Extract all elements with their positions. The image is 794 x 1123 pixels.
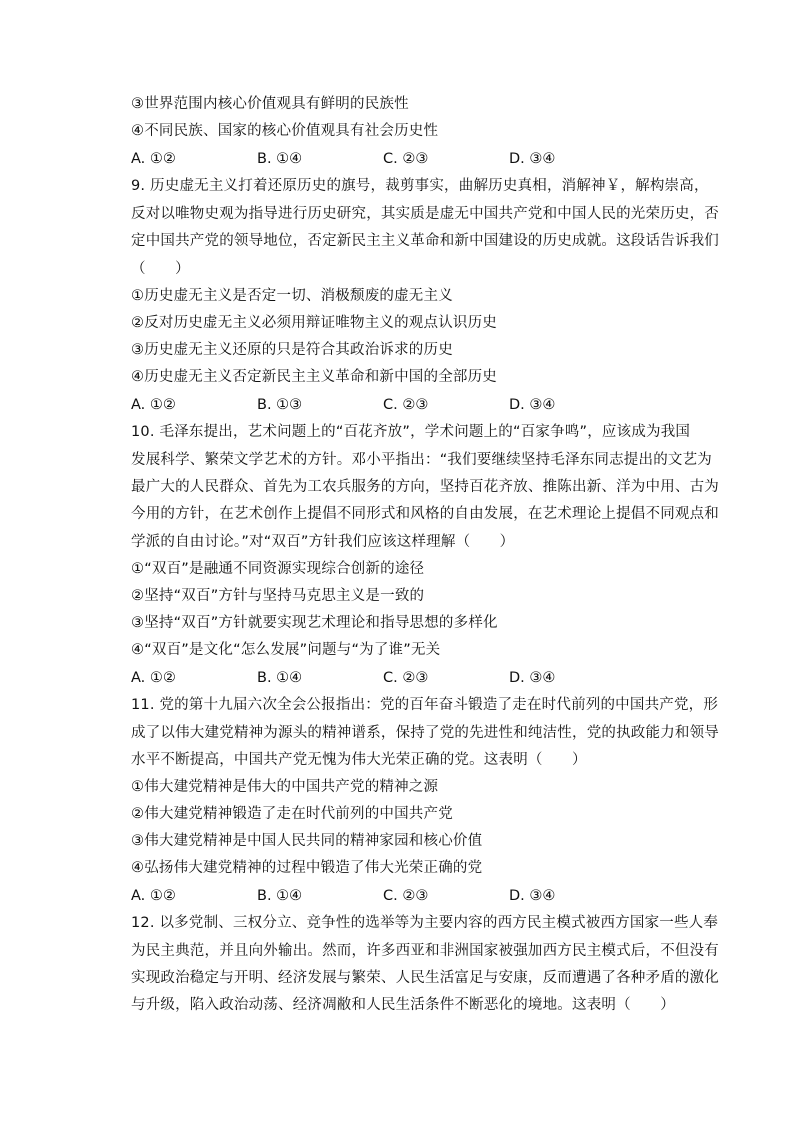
option-d: D. ③④ — [509, 888, 556, 904]
q12-stem-line-4: 与升级，陷入政治动荡、经济凋敝和人民生活条件不断恶化的境地。这表明（ ） — [131, 997, 675, 1013]
option-d: D. ③④ — [509, 670, 556, 686]
q11-stem-line-1: 11. 党的第十九届六次全会公报指出：党的百年奋斗锻造了走在时代前列的中国共产党，形 — [131, 697, 719, 713]
q11-item-3: ③伟大建党精神是中国人民共同的精神家园和核心价值 — [131, 833, 483, 849]
q10-stem-line-3: 最广大的人民群众、首先为工农兵服务的方向，坚持百花齐放、推陈出新、洋为中用、古为 — [131, 479, 719, 495]
q9-item-2: ②反对历史虚无主义必须用辩证唯物主义的观点认识历史 — [131, 315, 497, 331]
q10-stem-line-2: 发展科学、繁荣文学艺术的方针。邓小平指出：“我们要继续坚持毛泽东同志提出的文艺为 — [131, 452, 713, 468]
option-a: A. ①② — [131, 888, 176, 904]
q9-stem-line-1: 9. 历史虚无主义打着还原历史的旗号，裁剪事实，曲解历史真相，消解神￥，解构崇高， — [131, 178, 709, 194]
option-b: B. ①③ — [257, 397, 303, 413]
q9-stem-line-4: （ ） — [131, 261, 190, 277]
option-c: C. ②③ — [383, 397, 429, 413]
q12-stem-line-2: 为民主典范，并且向外输出。然而，许多西亚和非洲国家被强加西方民主模式后，不但没有 — [131, 943, 719, 959]
option-d: D. ③④ — [509, 397, 556, 413]
option-c: C. ②③ — [383, 888, 429, 904]
option-b: B. ①④ — [257, 151, 303, 167]
option-d: D. ③④ — [509, 151, 556, 167]
option-b: B. ①④ — [257, 888, 303, 904]
q9-item-3: ③历史虚无主义还原的只是符合其政治诉求的历史 — [131, 342, 453, 358]
q9-stem-line-3: 定中国共产党的领导地位，否定新民主主义革命和新中国建设的历史成就。这段话告诉我们 — [131, 233, 719, 249]
option-b: B. ①④ — [257, 670, 303, 686]
q12-stem-line-3: 实现政治稳定与开明、经济发展与繁荣、人民生活富足与安康，反而遭遇了各种矛盾的激化 — [131, 970, 719, 986]
q11-item-4: ④弘扬伟大建党精神的过程中锻造了伟大光荣正确的党 — [131, 860, 483, 876]
q10-item-3: ③坚持“双百”方针就要实现艺术理论和指导思想的多样化 — [131, 615, 498, 631]
option-c: C. ②③ — [383, 151, 429, 167]
option-a: A. ①② — [131, 151, 176, 167]
pre-item-3: ③世界范围内核心价值观具有鲜明的民族性 — [131, 96, 409, 112]
q10-item-2: ②坚持“双百”方针与坚持马克思主义是一致的 — [131, 588, 425, 604]
q9-stem-line-2: 反对以唯物史观为指导进行历史研究，其实质是虚无中国共产党和中国人民的光荣历史，否 — [131, 206, 719, 222]
q11-stem-line-2: 成了以伟大建党精神为源头的精神谱系，保持了党的先进性和纯洁性，党的执政能力和领导 — [131, 725, 719, 741]
q9-item-4: ④历史虚无主义否定新民主主义革命和新中国的全部历史 — [131, 369, 497, 385]
q11-stem-line-3: 水平不断提高，中国共产党无愧为伟大光荣正确的党。这表明（ ） — [131, 752, 587, 768]
q10-item-1: ①“双百”是融通不同资源实现综合创新的途径 — [131, 561, 425, 577]
q11-item-2: ②伟大建党精神锻造了走在时代前列的中国共产党 — [131, 806, 453, 822]
option-a: A. ①② — [131, 397, 176, 413]
q12-stem-line-1: 12. 以多党制、三权分立、竞争性的选举等为主要内容的西方民主模式被西方国家一些人奉 — [131, 915, 719, 931]
pre-item-4: ④不同民族、国家的核心价值观具有社会历史性 — [131, 123, 439, 139]
q10-stem-line-5: 学派的自由讨论。”对“双百”方针我们应该这样理解（ ） — [131, 534, 515, 550]
option-a: A. ①② — [131, 670, 176, 686]
q10-stem-line-1: 10. 毛泽东提出，艺术问题上的“百花齐放”，学术问题上的“百家争鸣”，应该成为我国 — [131, 424, 691, 440]
q9-item-1: ①历史虚无主义是否定一切、消极颓废的虚无主义 — [131, 288, 453, 304]
option-c: C. ②③ — [383, 670, 429, 686]
q10-stem-line-4: 今用的方针，在艺术创作上提倡不同形式和风格的自由发展，在艺术理论上提倡不同观点和 — [131, 506, 719, 522]
q11-item-1: ①伟大建党精神是伟大的中国共产党的精神之源 — [131, 779, 439, 795]
q10-item-4: ④“双百”是文化“怎么发展”问题与“为了谁”无关 — [131, 642, 441, 658]
